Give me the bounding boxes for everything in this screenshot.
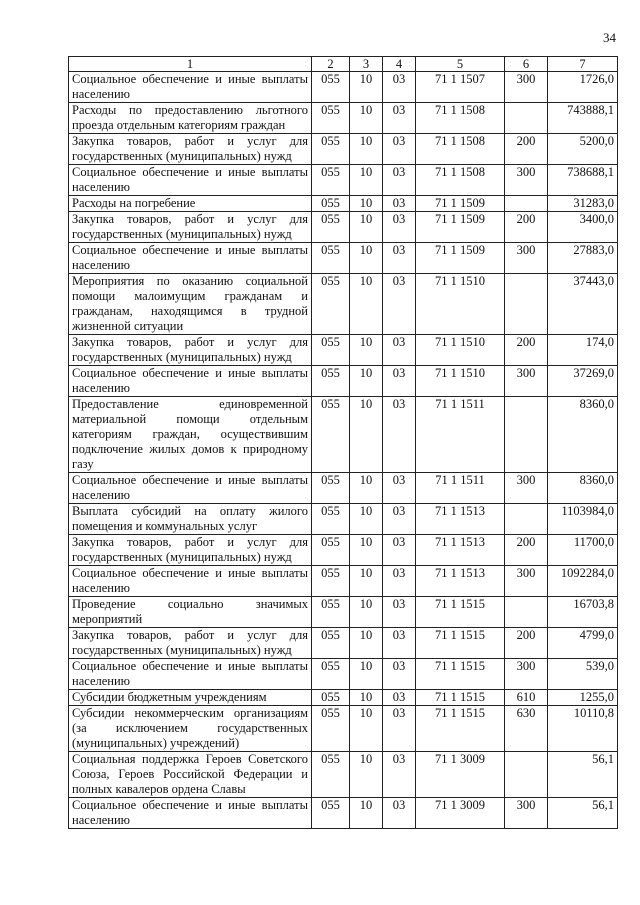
pr-cell: 03 [383, 397, 416, 473]
csr-cell: 71 1 1513 [416, 535, 505, 566]
vr-cell [505, 597, 548, 628]
table-row [69, 690, 618, 706]
table-row [69, 597, 618, 628]
csr-cell: 71 1 1510 [416, 335, 505, 366]
row-name-cell: Социальное обеспечение и иные выплаты населению [69, 72, 312, 103]
page-number: 34 [603, 30, 616, 45]
table-body [69, 72, 618, 829]
ved-cell: 055 [312, 690, 350, 706]
csr-cell: 71 1 1509 [416, 212, 505, 243]
column-header-rz: 3 [350, 57, 383, 72]
sum-cell: 31283,0 [548, 196, 618, 212]
row-name-cell: Закупка товаров, работ и услуг для государственных (муниципальных) нужд [69, 134, 312, 165]
ved-cell: 055 [312, 473, 350, 504]
rz-cell: 10 [350, 366, 383, 397]
pr-cell: 03 [383, 196, 416, 212]
row-name-cell: Выплата субсидий на оплату жилого помещения и коммунальных услуг [69, 504, 312, 535]
rz-cell: 10 [350, 473, 383, 504]
csr-cell: 71 1 1515 [416, 628, 505, 659]
pr-cell: 03 [383, 243, 416, 274]
ved-cell: 055 [312, 274, 350, 335]
sum-cell: 1092284,0 [548, 566, 618, 597]
table-row [69, 243, 618, 274]
pr-cell: 03 [383, 752, 416, 798]
vr-cell: 300 [505, 659, 548, 690]
vr-cell: 200 [505, 134, 548, 165]
rz-cell: 10 [350, 690, 383, 706]
row-name-cell: Субсидии бюджетным учреждениям [69, 690, 312, 706]
column-header-pr: 4 [383, 57, 416, 72]
vr-cell: 610 [505, 690, 548, 706]
ved-cell: 055 [312, 243, 350, 274]
sum-cell: 27883,0 [548, 243, 618, 274]
row-name-cell: Социальное обеспечение и иные выплаты населению [69, 798, 312, 829]
ved-cell: 055 [312, 659, 350, 690]
row-name-cell: Расходы на погребение [69, 196, 312, 212]
ved-cell: 055 [312, 628, 350, 659]
rz-cell: 10 [350, 628, 383, 659]
ved-cell: 055 [312, 196, 350, 212]
sum-cell: 4799,0 [548, 628, 618, 659]
rz-cell: 10 [350, 535, 383, 566]
rz-cell: 10 [350, 335, 383, 366]
pr-cell: 03 [383, 165, 416, 196]
sum-cell: 37269,0 [548, 366, 618, 397]
pr-cell: 03 [383, 798, 416, 829]
row-name-cell: Социальное обеспечение и иные выплаты населению [69, 366, 312, 397]
csr-cell: 71 1 1513 [416, 566, 505, 597]
rz-cell: 10 [350, 103, 383, 134]
table-row [69, 335, 618, 366]
row-name-cell: Закупка товаров, работ и услуг для государственных (муниципальных) нужд [69, 535, 312, 566]
ved-cell: 055 [312, 397, 350, 473]
column-header-csr: 5 [416, 57, 505, 72]
sum-cell: 56,1 [548, 798, 618, 829]
pr-cell: 03 [383, 504, 416, 535]
csr-cell: 71 1 1508 [416, 103, 505, 134]
row-name-cell: Закупка товаров, работ и услуг для государственных (муниципальных) нужд [69, 335, 312, 366]
rz-cell: 10 [350, 274, 383, 335]
ved-cell: 055 [312, 706, 350, 752]
table-row [69, 628, 618, 659]
rz-cell: 10 [350, 752, 383, 798]
pr-cell: 03 [383, 134, 416, 165]
table-row [69, 752, 618, 798]
sum-cell: 743888,1 [548, 103, 618, 134]
vr-cell: 300 [505, 165, 548, 196]
vr-cell: 300 [505, 473, 548, 504]
ved-cell: 055 [312, 335, 350, 366]
ved-cell: 055 [312, 752, 350, 798]
column-header-name: 1 [69, 57, 312, 72]
table-row [69, 212, 618, 243]
ved-cell: 055 [312, 535, 350, 566]
csr-cell: 71 1 3009 [416, 752, 505, 798]
vr-cell: 630 [505, 706, 548, 752]
vr-cell: 200 [505, 628, 548, 659]
pr-cell: 03 [383, 103, 416, 134]
row-name-cell: Социальное обеспечение и иные выплаты населению [69, 473, 312, 504]
row-name-cell: Социальная поддержка Героев Советского Союза, Героев Российской Федерации и полных кавалеров ордена Славы [69, 752, 312, 798]
ved-cell: 055 [312, 597, 350, 628]
csr-cell: 71 1 1508 [416, 165, 505, 196]
table-row [69, 659, 618, 690]
rz-cell: 10 [350, 798, 383, 829]
csr-cell: 71 1 1515 [416, 659, 505, 690]
csr-cell: 71 1 1511 [416, 397, 505, 473]
csr-cell: 71 1 1509 [416, 196, 505, 212]
vr-cell: 300 [505, 366, 548, 397]
ved-cell: 055 [312, 103, 350, 134]
vr-cell: 300 [505, 72, 548, 103]
sum-cell: 1255,0 [548, 690, 618, 706]
sum-cell: 1726,0 [548, 72, 618, 103]
pr-cell: 03 [383, 535, 416, 566]
sum-cell: 8360,0 [548, 473, 618, 504]
sum-cell: 37443,0 [548, 274, 618, 335]
csr-cell: 71 1 1513 [416, 504, 505, 535]
pr-cell: 03 [383, 597, 416, 628]
row-name-cell: Социальное обеспечение и иные выплаты населению [69, 659, 312, 690]
header-row [69, 57, 618, 72]
rz-cell: 10 [350, 196, 383, 212]
rz-cell: 10 [350, 566, 383, 597]
ved-cell: 055 [312, 212, 350, 243]
row-name-cell: Социальное обеспечение и иные выплаты населению [69, 165, 312, 196]
csr-cell: 71 1 1508 [416, 134, 505, 165]
table-row [69, 134, 618, 165]
row-name-cell: Социальное обеспечение и иные выплаты населению [69, 243, 312, 274]
rz-cell: 10 [350, 165, 383, 196]
table-row [69, 72, 618, 103]
vr-cell [505, 196, 548, 212]
table-row [69, 274, 618, 335]
row-name-cell: Закупка товаров, работ и услуг для государственных (муниципальных) нужд [69, 212, 312, 243]
sum-cell: 10110,8 [548, 706, 618, 752]
pr-cell: 03 [383, 566, 416, 597]
pr-cell: 03 [383, 706, 416, 752]
table-row [69, 798, 618, 829]
ved-cell: 055 [312, 566, 350, 597]
row-name-cell: Субсидии некоммерческим организациям (за исключением государственных (муниципальных) учреждений) [69, 706, 312, 752]
column-header-ved: 2 [312, 57, 350, 72]
vr-cell [505, 397, 548, 473]
pr-cell: 03 [383, 72, 416, 103]
pr-cell: 03 [383, 212, 416, 243]
vr-cell [505, 504, 548, 535]
ved-cell: 055 [312, 134, 350, 165]
rz-cell: 10 [350, 243, 383, 274]
table-row [69, 473, 618, 504]
table-row [69, 566, 618, 597]
sum-cell: 738688,1 [548, 165, 618, 196]
row-name-cell: Проведение социально значимых мероприятий [69, 597, 312, 628]
column-header-sum: 7 [548, 57, 618, 72]
row-name-cell: Мероприятия по оказанию социальной помощи малоимущим гражданам и гражданам, находящимся в трудной жизненной ситуации [69, 274, 312, 335]
csr-cell: 71 1 3009 [416, 798, 505, 829]
sum-cell: 5200,0 [548, 134, 618, 165]
sum-cell: 3400,0 [548, 212, 618, 243]
row-name-cell: Расходы по предоставлению льготного проезда отдельным категориям граждан [69, 103, 312, 134]
table-row [69, 196, 618, 212]
csr-cell: 71 1 1515 [416, 706, 505, 752]
ved-cell: 055 [312, 504, 350, 535]
table-row [69, 706, 618, 752]
rz-cell: 10 [350, 659, 383, 690]
csr-cell: 71 1 1510 [416, 274, 505, 335]
ved-cell: 055 [312, 165, 350, 196]
rz-cell: 10 [350, 72, 383, 103]
rz-cell: 10 [350, 134, 383, 165]
vr-cell [505, 103, 548, 134]
csr-cell: 71 1 1511 [416, 473, 505, 504]
sum-cell: 174,0 [548, 335, 618, 366]
row-name-cell: Закупка товаров, работ и услуг для государственных (муниципальных) нужд [69, 628, 312, 659]
pr-cell: 03 [383, 628, 416, 659]
budget-table [68, 56, 618, 829]
table-row [69, 504, 618, 535]
sum-cell: 16703,8 [548, 597, 618, 628]
table-row [69, 366, 618, 397]
vr-cell: 300 [505, 798, 548, 829]
table-row [69, 165, 618, 196]
pr-cell: 03 [383, 366, 416, 397]
sum-cell: 11700,0 [548, 535, 618, 566]
csr-cell: 71 1 1507 [416, 72, 505, 103]
column-header-vr: 6 [505, 57, 548, 72]
vr-cell: 200 [505, 212, 548, 243]
vr-cell: 200 [505, 335, 548, 366]
ved-cell: 055 [312, 366, 350, 397]
rz-cell: 10 [350, 706, 383, 752]
ved-cell: 055 [312, 798, 350, 829]
vr-cell: 300 [505, 243, 548, 274]
csr-cell: 71 1 1515 [416, 597, 505, 628]
vr-cell [505, 274, 548, 335]
vr-cell: 300 [505, 566, 548, 597]
csr-cell: 71 1 1515 [416, 690, 505, 706]
pr-cell: 03 [383, 690, 416, 706]
rz-cell: 10 [350, 212, 383, 243]
sum-cell: 539,0 [548, 659, 618, 690]
sum-cell: 1103984,0 [548, 504, 618, 535]
csr-cell: 71 1 1510 [416, 366, 505, 397]
row-name-cell: Предоставление единовременной материальной помощи отдельным категориям граждан, осуществившим подключение жилых домов к природному газу [69, 397, 312, 473]
vr-cell [505, 752, 548, 798]
table-row [69, 535, 618, 566]
rz-cell: 10 [350, 597, 383, 628]
table-row [69, 103, 618, 134]
pr-cell: 03 [383, 659, 416, 690]
sum-cell: 56,1 [548, 752, 618, 798]
vr-cell: 200 [505, 535, 548, 566]
row-name-cell: Социальное обеспечение и иные выплаты населению [69, 566, 312, 597]
table-row [69, 397, 618, 473]
ved-cell: 055 [312, 72, 350, 103]
rz-cell: 10 [350, 397, 383, 473]
csr-cell: 71 1 1509 [416, 243, 505, 274]
rz-cell: 10 [350, 504, 383, 535]
sum-cell: 8360,0 [548, 397, 618, 473]
pr-cell: 03 [383, 335, 416, 366]
pr-cell: 03 [383, 473, 416, 504]
pr-cell: 03 [383, 274, 416, 335]
